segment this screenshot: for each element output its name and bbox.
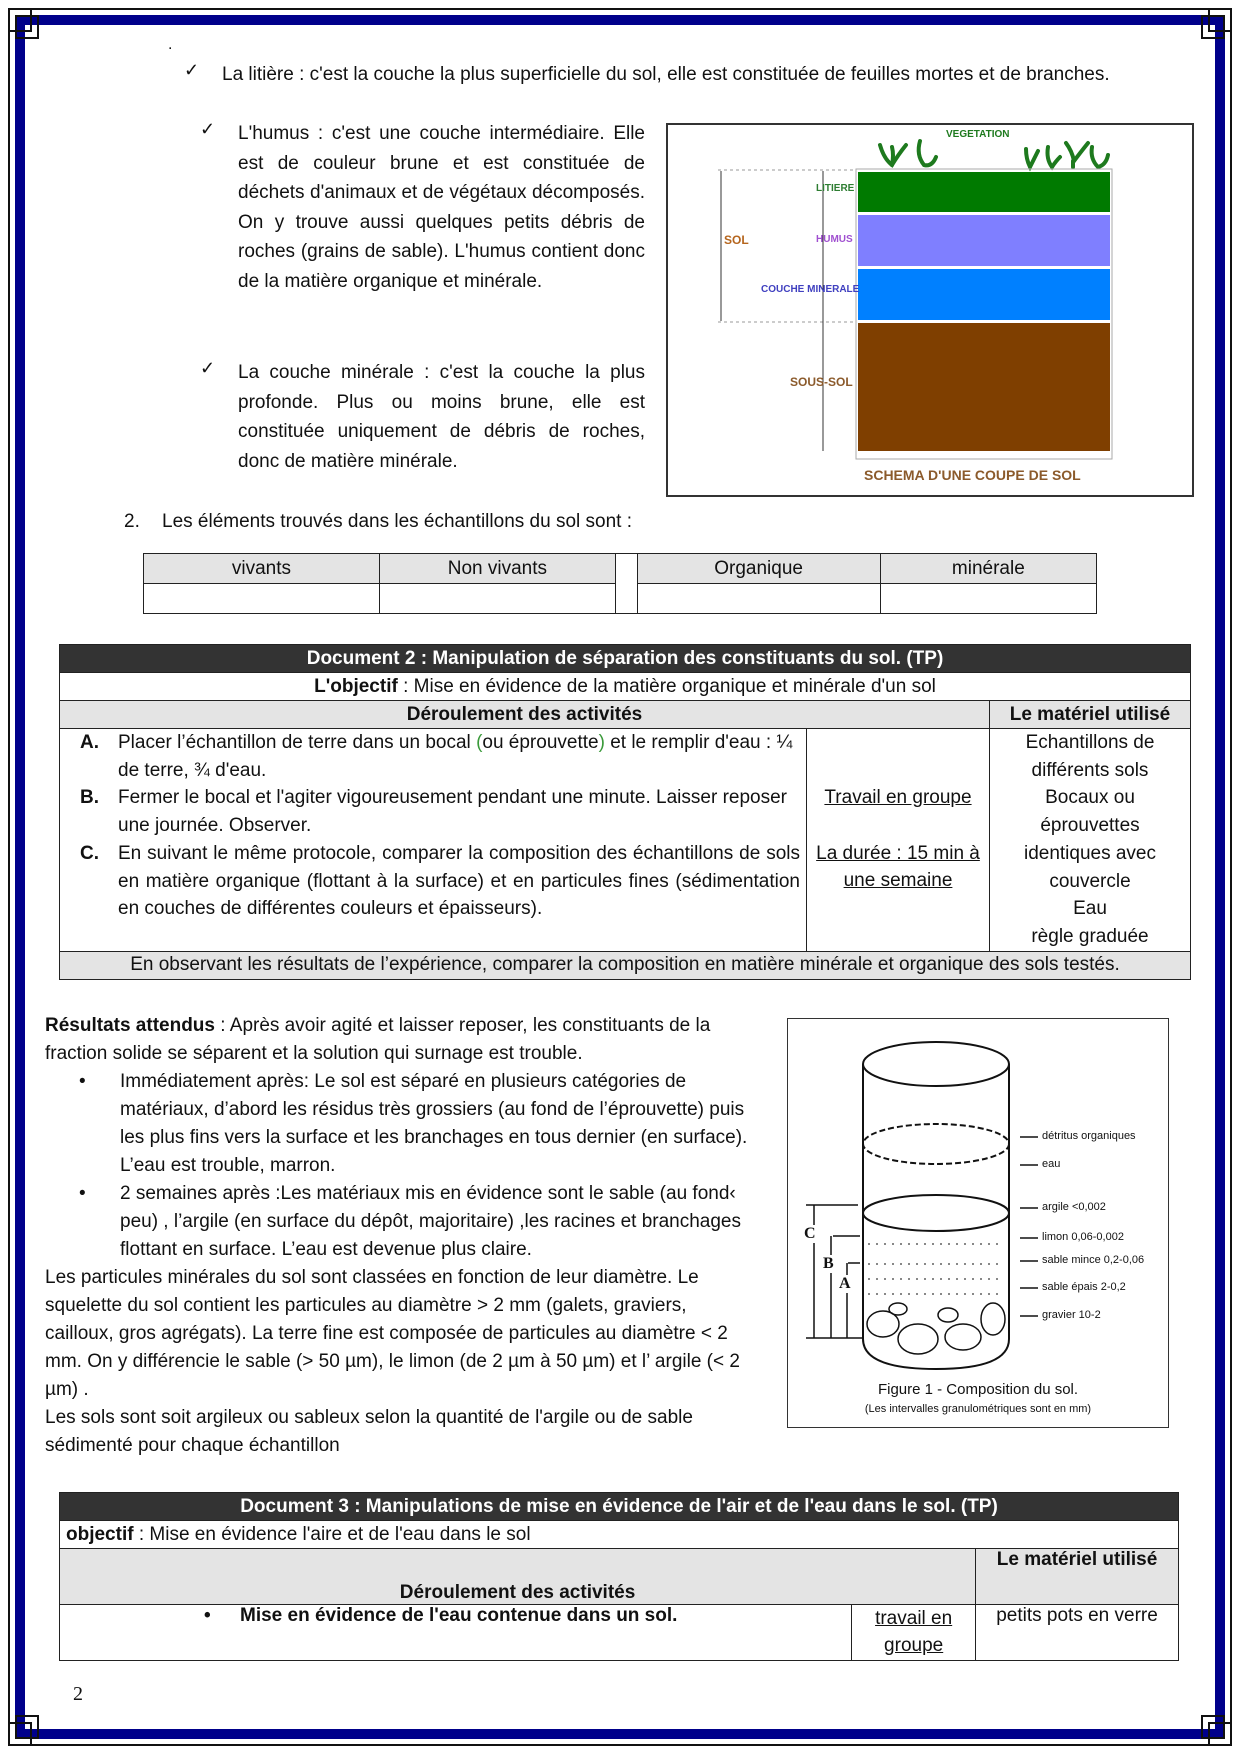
- activity-text: Mise en évidence de l'eau contenue dans un sol.: [240, 1605, 678, 1626]
- page-number: 2: [73, 1683, 83, 1705]
- table-spacer: [615, 554, 637, 614]
- sous-sol-label: SOUS-SOL: [790, 375, 853, 389]
- material-item: Echantillons de différents sols: [1025, 732, 1155, 781]
- checkmark-icon: ✓: [200, 358, 216, 378]
- figure1-caption: Figure 1 - Composition du sol.: [877, 1381, 1079, 1398]
- col-material-header: Le matériel utilisé: [976, 1549, 1179, 1605]
- label-leaders: [1020, 1137, 1038, 1316]
- result-bullet-1: [45, 1068, 751, 1180]
- step-text: ou éprouvette: [482, 732, 599, 753]
- materials-cell: [990, 729, 1191, 952]
- document3-material: petits pots en verre: [976, 1605, 1179, 1661]
- litiere-label: LITIERE: [816, 183, 855, 194]
- vegetation-label: VEGETATION: [946, 129, 1010, 140]
- material-item: Eau: [1073, 898, 1107, 920]
- sol-label: SOL: [724, 233, 749, 247]
- soil-section-diagram: [666, 123, 1194, 497]
- cell-minerale[interactable]: [880, 584, 1096, 614]
- humus-label: HUMUS: [816, 234, 853, 245]
- objectif-text: : Mise en évidence de la matière organique et minérale d'un sol: [397, 675, 936, 697]
- organic-detritus-surface: [863, 1124, 1009, 1164]
- soil-diagram-svg: [668, 125, 1192, 495]
- cylinder-svg: [788, 1019, 1168, 1427]
- results-conclusion: Les sols sont soit argileux ou sableux selon la quantité de l'argile ou de sable sédimenté pour chaque échantillon: [45, 1407, 693, 1456]
- label-sable-mince: sable mince 0,2-0,06: [1042, 1254, 1145, 1266]
- objectif-label: objectif: [66, 1523, 134, 1545]
- document3-work-mode: travail en groupe: [852, 1605, 976, 1661]
- col-activities-header: Déroulement des activités: [60, 1549, 976, 1605]
- question-number: 2.: [124, 511, 140, 532]
- document3-title: Document 3 : Manipulations de mise en évidence de l'air et de l'eau dans le sol. (TP): [60, 1493, 1179, 1521]
- frame-corner: [15, 15, 39, 39]
- results-paragraph: Les particules minérales du sol sont classées en fonction de leur diamètre. Le squelette du sol contient les particules au diamètre > 2 mm (galets, graviers, cailloux, gros agrégats). La terre fine est composée de particules au diamètre < 2 mm. On y différencie le sable (> 50 µm), le limon (de 2 µm à 50 µm) et l’ argile (< 2 µm) .: [45, 1267, 740, 1400]
- bullet-icon: •: [204, 1605, 211, 1626]
- step-b: [80, 784, 800, 839]
- header-organique: Organique: [637, 554, 880, 584]
- bullet-icon: •: [79, 1071, 86, 1092]
- document2-table: [59, 644, 1191, 980]
- stray-dot: .: [168, 36, 173, 53]
- header-vivants: vivants: [144, 554, 380, 584]
- minerale-description: La couche minérale : c'est la couche la plus profonde. Plus ou moins brune, elle est constituée uniquement de débris de roches, donc de matière minérale.: [238, 362, 645, 472]
- step-text: et le remplir d'eau : ¼ de terre, ¾ d'eau.: [118, 732, 793, 781]
- dimension-label-a: A: [839, 1275, 851, 1292]
- material-item: Bocaux ou éprouvettes identiques avec couvercle: [1023, 787, 1157, 892]
- bullet-icon: •: [79, 1183, 86, 1204]
- frame-corner: [1201, 15, 1225, 39]
- material-item: règle graduée: [1031, 925, 1149, 947]
- bullet-text: 2 semaines après :Les matériaux mis en évidence sont le sable (au fond‹ peu) , l’argile (en surface du dépôt, majoritaire) ,les racines et branchages flottant en surface. L’eau est devenue plus claire.: [120, 1183, 741, 1260]
- figure1-cylinder: [787, 1018, 1169, 1428]
- couche-minerale-layer: [858, 269, 1110, 320]
- bullet-text: Immédiatement après: Le sol est séparé en plusieurs catégories de matériaux, d’abord les résidus très grossiers (au fond de l’éprouvette) puis les plus fins vers la surface et les branchages en tous dernier (en surface). L’eau est trouble, marron.: [120, 1071, 748, 1176]
- work-info-cell: [807, 729, 990, 952]
- step-text: Fermer le bocal et l'agiter vigoureusement pendant une minute. Laisser reposer une journée. Observer.: [118, 787, 787, 837]
- objectif-label: L'objectif: [314, 675, 398, 697]
- result-bullet-2: [45, 1180, 751, 1264]
- results-intro: : Après avoir agité et laisser reposer, les constituants de la fraction solide se séparent et la solution qui surnage est trouble.: [45, 1015, 711, 1064]
- dimension-label-c: C: [804, 1225, 816, 1242]
- vegetation-icon: [880, 141, 1108, 167]
- col-activities-header: Déroulement des activités: [60, 701, 990, 729]
- work-mode: Travail en groupe: [824, 787, 972, 808]
- deposit-surface: [863, 1195, 1009, 1231]
- step-letter: C.: [80, 842, 99, 864]
- results-section: [45, 1012, 751, 1460]
- frame-corner: [1201, 1715, 1225, 1739]
- sous-sol-layer: [858, 323, 1110, 451]
- document3-objectif: [60, 1521, 1179, 1549]
- results-label: Résultats attendus: [45, 1015, 215, 1036]
- document3-activity: [60, 1605, 852, 1661]
- label-gravier: gravier 10-2: [1042, 1309, 1101, 1321]
- cell-non-vivants[interactable]: [379, 584, 615, 614]
- header-non-vivants: Non vivants: [379, 554, 615, 584]
- step-letter: A.: [80, 732, 99, 753]
- col-material-header: Le matériel utilisé: [990, 701, 1191, 729]
- figure1-subcaption: (Les intervalles granulométriques sont en mm): [864, 1403, 1092, 1415]
- checkmark-icon: ✓: [184, 60, 200, 80]
- document2-footer: En observant les résultats de l’expérience, comparer la composition en matière minérale et organique des sols testés.: [60, 951, 1191, 979]
- step-letter: B.: [80, 787, 99, 809]
- cell-vivants[interactable]: [144, 584, 380, 614]
- label-sable-epais: sable épais 2-0,2: [1042, 1281, 1126, 1293]
- document3-table: [59, 1492, 1179, 1661]
- document2-objectif: [60, 673, 1191, 701]
- soil-diagram-caption: SCHEMA D'UNE COUPE DE SOL: [864, 467, 1081, 483]
- humus-layer: [858, 215, 1110, 266]
- step-c: [80, 840, 800, 923]
- label-argile: argile <0,002: [1042, 1201, 1106, 1213]
- label-eau: eau: [1042, 1158, 1061, 1170]
- litiere-description: La litière : c'est la couche la plus superficielle du sol, elle est constituée de feuilles mortes et de branches.: [222, 64, 1110, 85]
- paren: (: [476, 732, 483, 753]
- label-limon: limon 0,06-0,002: [1042, 1231, 1124, 1243]
- couche-minerale-label: COUCHE MINERALE: [761, 284, 860, 295]
- step-text: Placer l’échantillon de terre dans un bocal: [118, 732, 477, 753]
- sediment-pattern: [868, 1244, 1003, 1294]
- gravel-stones: [867, 1303, 1005, 1354]
- duration: La durée : 15 min à une semaine: [816, 842, 980, 892]
- checkmark-icon: ✓: [200, 119, 216, 139]
- label-detritus: détritus organiques: [1042, 1130, 1136, 1142]
- header-minerale: minérale: [880, 554, 1096, 584]
- question-text: Les éléments trouvés dans les échantillons du sol sont :: [162, 511, 632, 532]
- activities-steps: [60, 729, 807, 952]
- frame-corner: [15, 1715, 39, 1739]
- litiere-layer: [858, 172, 1110, 212]
- document2-title: Document 2 : Manipulation de séparation des constituants du sol. (TP): [60, 645, 1191, 673]
- elements-table: [143, 553, 1097, 614]
- objectif-text: : Mise en évidence l'aire et de l'eau dans le sol: [133, 1523, 531, 1545]
- step-text: En suivant le même protocole, comparer la composition des échantillons de sols en matière organique (flottant à la surface) et en particules fines (sédimentation en couches de différentes couleurs et épaisseurs).: [118, 842, 800, 920]
- cylinder-top: [863, 1042, 1009, 1086]
- dimension-label-b: B: [823, 1255, 834, 1272]
- humus-description: L'humus : c'est une couche intermédiaire. Elle est de couleur brune et est constituée de déchets d'animaux et de végétaux décomposés. On y trouve aussi quelques petits débris de roches (grains de sable). L'humus contient donc de la matière organique et minérale.: [238, 123, 645, 292]
- cell-organique[interactable]: [637, 584, 880, 614]
- paren: ): [598, 732, 605, 753]
- step-a: [80, 729, 800, 784]
